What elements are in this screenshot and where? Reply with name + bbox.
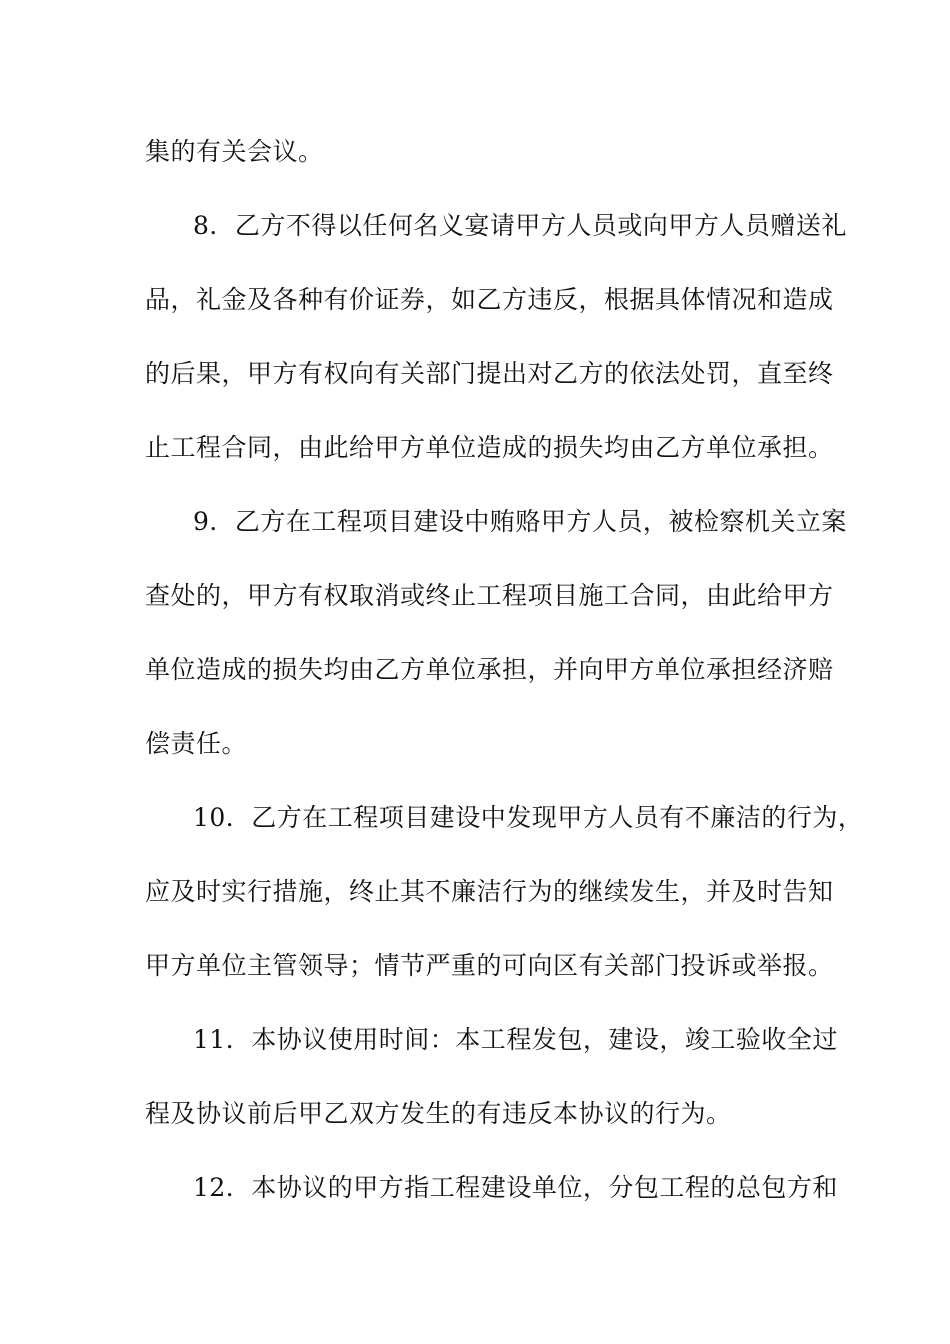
clause-12-line-1: 12．本协议的甲方指工程建设单位，分包工程的总包方和 [193, 1173, 838, 1202]
text-line: 查处的，甲方有权取消或终止工程项目施工合同，由此给甲方 [145, 581, 834, 610]
clause-11-line-1: 11．本协议使用时间：本工程发包，建设，竣工验收全过 [193, 1025, 838, 1054]
clause-8-line-1: 8．乙方不得以任何名义宴请甲方人员或向甲方人员赠送礼 [193, 211, 847, 240]
text-line: 品，礼金及各种有价证券，如乙方违反，根据具体情况和造成 [145, 285, 834, 314]
clause-10-line-1: 10．乙方在工程项目建设中发现甲方人员有不廉洁的行为， [193, 803, 864, 832]
text-line: 集的有关会议。 [145, 137, 324, 166]
clause-9-line-1: 9．乙方在工程项目建设中贿赂甲方人员，被检察机关立案 [193, 507, 847, 536]
text-line: 甲方单位主管领导；情节严重的可向区有关部门投诉或举报。 [145, 951, 834, 980]
text-line: 单位造成的损失均由乙方单位承担，并向甲方单位承担经济赔 [145, 655, 834, 684]
text-line: 应及时实行措施，终止其不廉洁行为的继续发生，并及时告知 [145, 877, 834, 906]
text-line: 的后果，甲方有权向有关部门提出对乙方的依法处罚，直至终 [145, 359, 834, 388]
text-line: 偿责任。 [145, 729, 248, 758]
text-line: 程及协议前后甲乙双方发生的有违反本协议的行为。 [145, 1099, 732, 1128]
text-line: 止工程合同，由此给甲方单位造成的损失均由乙方单位承担。 [145, 433, 834, 462]
